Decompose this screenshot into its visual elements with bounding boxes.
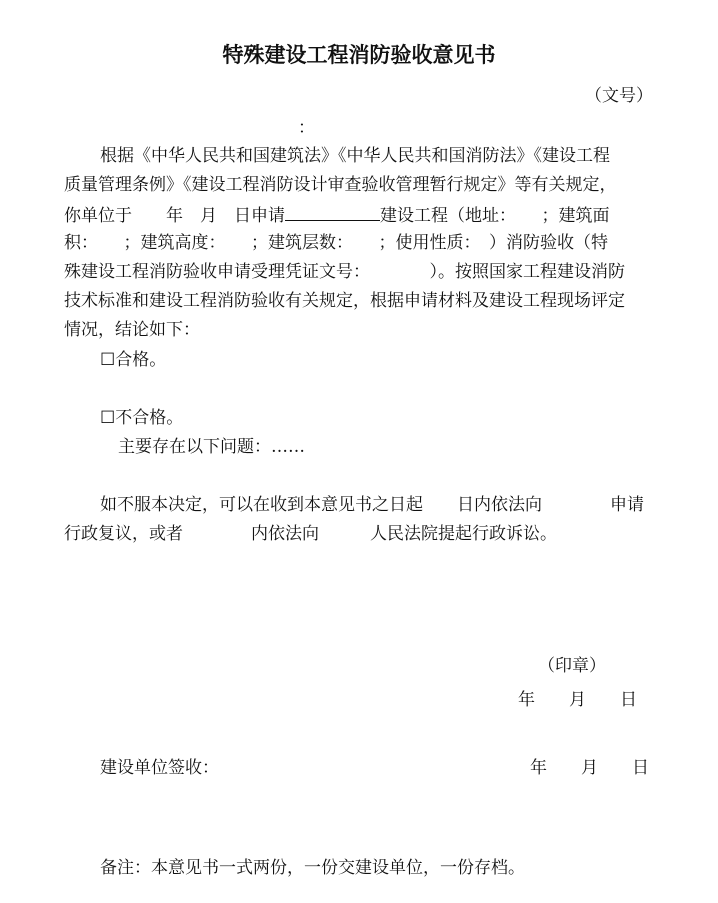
seal-date: 年 月 日 [518,690,637,710]
body-line-5: 殊建设工程消防验收申请受理凭证文号： ）。按照国家工程建设消防 [64,262,625,282]
issues-label: 主要存在以下问题：…… [118,437,305,457]
option-fail [100,408,183,428]
sign-date: 年 月 日 [530,758,649,778]
fail-checkbox[interactable]: ☐ [100,408,116,428]
footnote: 备注：本意见书一式两份，一份交建设单位，一份存档。 [100,858,525,878]
body-line-1: 根据《中华人民共和国建筑法》《中华人民共和国消防法》《建设工程 [100,146,610,166]
body-line-6: 技术标准和建设工程消防验收有关规定，根据申请材料及建设工程现场评定 [64,291,625,311]
pass-label: 合格。 [115,350,167,370]
body-line-4: 积： ；建筑高度： ；建筑层数： ；使用性质： ）消防验收（特 [64,233,608,253]
appeal-line-1: 如不服本决定，可以在收到本意见书之日起 日内依法向 申请 [100,495,644,515]
document-number: （文号） [585,86,653,106]
sign-label: 建设单位签收： [100,758,219,778]
body-line-2: 质量管理条例》《建设工程消防设计审查验收管理暂行规定》等有关规定， [64,175,617,195]
body-line-3 [64,204,610,226]
seal-label: （印章） [538,656,606,676]
project-name-blank[interactable] [285,204,380,221]
body-line-7: 情况，结论如下： [64,320,200,340]
body-line-3-end: 建设工程（地址： ；建筑面 [380,206,610,226]
addressee-colon: ： [298,118,315,138]
appeal-line-2: 行政复议，或者 内依法向 人民法院提起行政诉讼。 [64,524,557,544]
fail-label: 不合格。 [115,408,184,428]
option-pass [100,350,166,370]
pass-checkbox[interactable]: ☐ [100,350,116,370]
body-line-3-start: 你单位于 年 月 日申请 [64,206,285,226]
document-title: 特殊建设工程消防验收意见书 [222,42,496,67]
